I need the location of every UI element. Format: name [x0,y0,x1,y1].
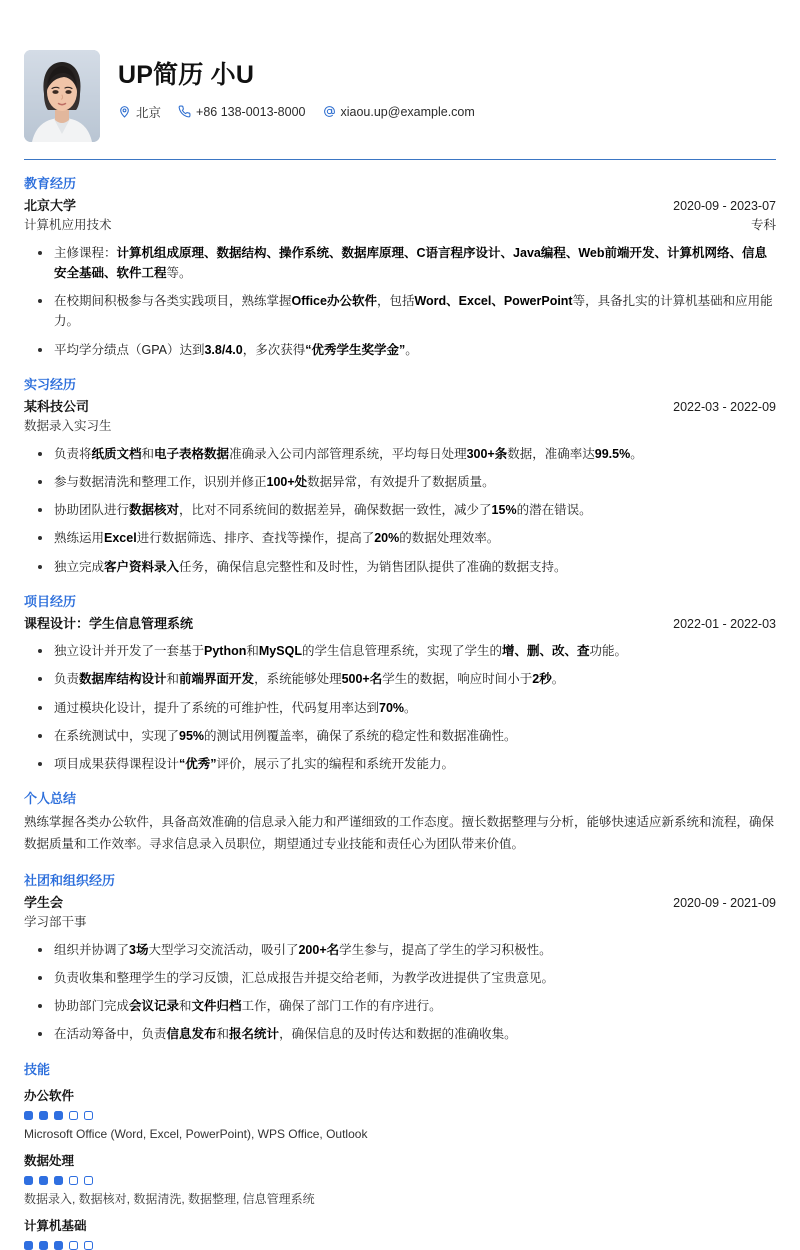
contact-phone [178,105,305,119]
contact-phone-text: +86 138-0013-8000 [196,104,306,119]
section-title: 社团和组织经历 [24,872,116,888]
entry-organization: 课程设计：学生信息管理系统 [24,615,194,631]
header-divider [24,159,776,160]
section-title: 项目经历 [24,593,77,609]
contact-list [118,103,776,121]
bullet-item: 负责收集和整理学生的学习反馈，汇总成报告并提交给老师，为教学改进提供了宝贵意见。 [24,968,776,988]
skill-rating [24,1241,776,1250]
bullet-list [24,243,776,360]
entry-subtitle: 计算机应用技术 [24,218,112,233]
rating-dot-filled [39,1111,48,1120]
rating-dot-filled [39,1241,48,1250]
bullet-list [24,940,776,1045]
bullet-item: 负责数据库结构设计和前端界面开发，系统能够处理500+名学生的数据，响应时间小于2秒。 [24,669,776,689]
entry-date-range: 2020-09 - 2021-09 [673,895,776,910]
section-title: 教育经历 [24,176,77,191]
bullet-item: 通过模块化设计，提升了系统的可维护性，代码复用率达到70%。 [24,698,776,718]
entry-date-range: 2020-09 - 2023-07 [673,198,776,213]
rating-dot-empty [69,1241,78,1250]
rating-dot-empty [84,1176,93,1185]
contact-email [323,105,475,119]
contact-location [118,103,161,121]
skill-block [24,1152,776,1208]
contact-location-text: 北京 [136,105,162,120]
skill-rating [24,1111,776,1120]
bullet-item: 独立设计并开发了一套基于Python和MySQL的学生信息管理系统，实现了学生的增、删、改、查功能。 [24,641,776,661]
bullet-item: 主修课程：计算机组成原理、数据结构、操作系统、数据库原理、C语言程序设计、Java编程、Web前端开发、计算机网络、信息安全基础、软件工程等。 [24,243,776,284]
rating-dot-empty [84,1111,93,1120]
bullet-item: 平均学分绩点（GPA）达到3.8/4.0，多次获得“优秀学生奖学金”。 [24,340,776,360]
entry-organization: 北京大学 [24,197,77,213]
entry-subtitle: 数据录入实习生 [24,419,112,434]
identity-block [118,50,776,121]
entry-subheader-row [24,417,776,436]
skill-name: 数据处理 [24,1154,75,1169]
entry-subtitle: 学习部干事 [24,915,87,930]
bullet-item: 负责将纸质文档和电子表格数据准确录入公司内部管理系统，平均每日处理300+条数据，准确率达99.5%。 [24,444,776,464]
bullet-list [24,641,776,774]
entry-meta: 专科 [750,218,776,233]
avatar [24,50,100,142]
rating-dot-filled [54,1111,63,1120]
resume-header [24,50,776,142]
bullet-item: 在系统测试中，实现了95%的测试用例覆盖率，确保了系统的稳定性和数据准确性。 [24,726,776,746]
bullet-item: 熟练运用Excel进行数据筛选、排序、查找等操作，提高了20%的数据处理效率。 [24,528,776,548]
contact-email-text: xiaou.up@example.com [340,104,475,119]
rating-dot-empty [69,1111,78,1120]
skill-name: 办公软件 [24,1089,75,1104]
bullet-item: 参与数据清洗和整理工作，识别并修正100+处数据异常，有效提升了数据质量。 [24,472,776,492]
bullet-item: 在校期间积极参与各类实践项目，熟练掌握Office办公软件，包括Word、Excel、PowerPoint等，具备扎实的计算机基础和应用能力。 [24,291,776,332]
experience-entry [24,397,776,577]
experience-entry [24,196,776,360]
page-title: UP简历 小U [118,61,255,89]
bullet-list [24,444,776,577]
rating-dot-empty [69,1176,78,1185]
bullet-item: 独立完成客户资料录入任务，确保信息完整性和及时性，为销售团队提供了准确的数据支持。 [24,557,776,577]
bullet-item: 协助部门完成会议记录和文件归档工作，确保了部门工作的有序进行。 [24,996,776,1016]
phone-icon [178,105,191,118]
bullet-item: 项目成果获得课程设计“优秀”评价，展示了扎实的编程和系统开发能力。 [24,754,776,774]
rating-dot-filled [39,1176,48,1185]
skill-detail: Microsoft Office (Word, Excel, PowerPoint), WPS Office, Outlook [24,1127,368,1142]
section-project [24,594,776,775]
rating-dot-filled [24,1111,33,1120]
entry-header-row [24,614,776,634]
entry-organization: 学生会 [24,894,64,910]
rating-dot-filled [24,1241,33,1250]
skill-detail: 数据录入, 数据核对, 数据清洗, 数据整理, 信息管理系统 [24,1191,315,1206]
sections-container [24,176,776,1250]
rating-dot-filled [24,1176,33,1185]
section-skills [24,1062,776,1250]
portrait-photo-icon [24,50,100,142]
entry-date-range: 2022-03 - 2022-09 [673,399,776,414]
experience-entry [24,893,776,1045]
bullet-item: 协助团队进行数据核对，比对不同系统间的数据差异，确保数据一致性，减少了15%的潜在错误。 [24,500,776,520]
entry-subheader-row [24,216,776,235]
entry-header-row [24,397,776,417]
bullet-item: 组织并协调了3场大型学习交流活动，吸引了200+名学生参与，提高了学生的学习积极性。 [24,940,776,960]
entry-header-row [24,893,776,913]
entry-date-range: 2022-01 - 2022-03 [673,616,776,631]
skill-name: 计算机基础 [24,1218,87,1233]
experience-entry [24,614,776,775]
rating-dot-filled [54,1176,63,1185]
section-education [24,176,776,360]
entry-header-row [24,196,776,216]
summary-text: 熟练掌握各类办公软件，具备高效准确的信息录入能力和严谨细致的工作态度。擅长数据整理与分析，能够快速适应新系统和流程，确保数据质量和工作效率。寻求信息录入员职位，期望通过专业技能和责任心为团队带来价值。 [24,815,775,852]
section-title: 个人总结 [24,791,77,807]
skill-rating [24,1176,776,1185]
rating-dot-filled [54,1241,63,1250]
rating-dot-empty [84,1241,93,1250]
entry-organization: 某科技公司 [24,398,90,414]
section-internship [24,377,776,577]
section-club [24,873,776,1045]
location-pin-icon [118,105,131,118]
bullet-item: 在活动筹备中，负责信息发布和报名统计，确保信息的及时传达和数据的准确收集。 [24,1024,776,1044]
section-summary [24,791,776,856]
skill-block [24,1087,776,1143]
entry-subheader-row [24,913,776,932]
section-title: 技能 [24,1061,51,1077]
section-title: 实习经历 [24,376,77,392]
skill-block [24,1217,776,1250]
email-at-icon [323,105,336,118]
